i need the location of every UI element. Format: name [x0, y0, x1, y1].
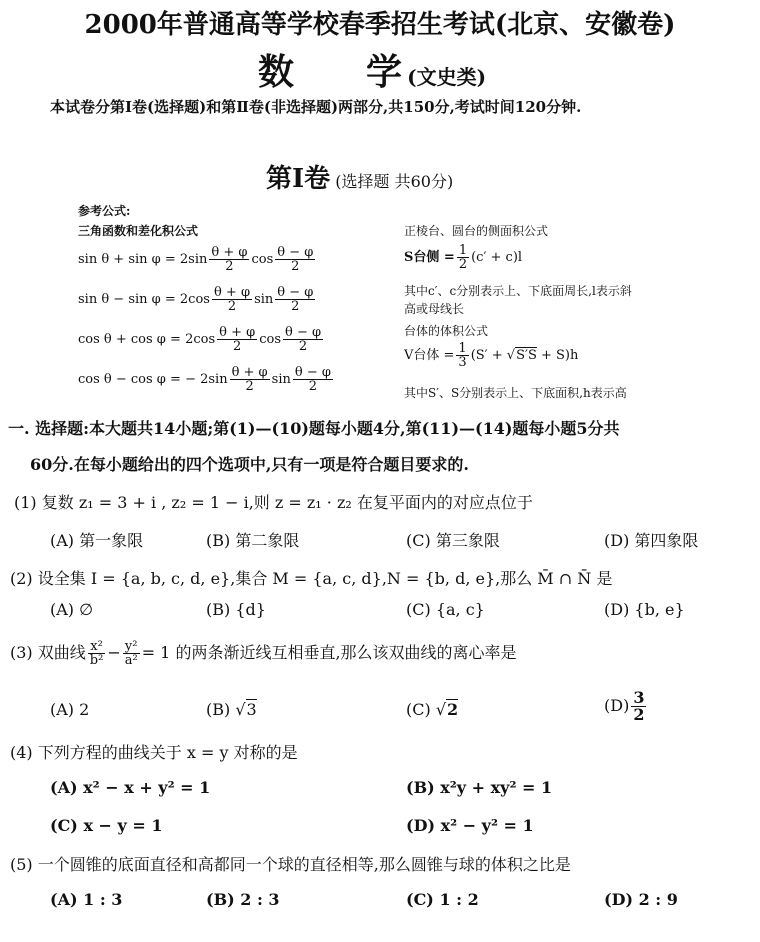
q1-option-c[interactable]: (C) 第三象限 — [406, 531, 500, 550]
q1-option-b[interactable]: (B) 第二象限 — [206, 531, 300, 550]
q5-option-a[interactable]: (A) 1 : 3 — [50, 890, 123, 909]
subject-line — [258, 44, 486, 95]
trig-heading: 三角函数和差化积公式 — [78, 224, 199, 238]
q4-option-c[interactable]: (C) x − y = 1 — [50, 816, 163, 835]
q1-option-d[interactable]: (D) 第四象限 — [604, 531, 699, 550]
f4-frac1 — [230, 366, 270, 393]
q5-option-b[interactable]: (B) 2 : 3 — [206, 890, 280, 909]
volume-formula: V台体 = $\frac{1}{3}$ (S′ + √S′S + S)h — [404, 341, 579, 370]
trig-formula-2 — [78, 286, 317, 313]
f1-frac1-num: θ + φ — [211, 245, 248, 260]
volume-sqrt: S′S — [516, 348, 537, 363]
f2-frac2-den: 2 — [291, 299, 300, 314]
question-1-stem: (1) 复数 z₁ = 3 + i , z₂ = 1 − i,则 z = z₁ · z₂ 在复平面内的对应点位于 — [14, 493, 533, 512]
exam-title: 2000年普通高等学校春季招生考试(北京、安徽卷) — [84, 10, 676, 40]
volume-left: V台体 = — [404, 348, 455, 363]
lateral-left: S台侧 = — [404, 250, 455, 265]
lateral-frac — [457, 244, 469, 271]
f2-frac1-num: θ + φ — [213, 285, 251, 300]
f1-frac2-den: 2 — [291, 259, 300, 274]
question-4-stem: (4) 下列方程的曲线关于 x = y 对称的是 — [10, 743, 298, 762]
q4-option-d[interactable]: (D) x² − y² = 1 — [406, 816, 534, 835]
formula-heading: 参考公式: — [78, 204, 131, 218]
f2-mid: sin — [254, 292, 274, 307]
q5-option-c[interactable]: (C) 1 : 2 — [406, 890, 479, 909]
q2-option-c[interactable]: (C) {a, c} — [406, 600, 485, 619]
q2-option-d[interactable]: (D) {b, e} — [604, 600, 685, 619]
f1-left: sin θ + sin φ = 2sin — [78, 252, 208, 267]
q3-option-b-label: (B) — [206, 700, 231, 719]
f4-mid: sin — [271, 372, 291, 387]
lateral-note-2: 高或母线长 — [404, 302, 465, 316]
part1-title: 第Ⅰ卷 — [266, 164, 331, 194]
lateral-right: (c′ + c)l — [471, 250, 523, 265]
q3-option-b-sqrt: 3 — [246, 700, 257, 719]
volume-p2: + S)h — [541, 348, 579, 363]
lateral-frac-den: 2 — [458, 257, 468, 272]
f2-frac2-num: θ − φ — [277, 285, 314, 300]
f4-left: cos θ − cos φ = − 2sin — [78, 372, 228, 387]
f3-frac1 — [217, 326, 257, 353]
q3-frac2-den: a² — [124, 653, 138, 668]
f2-frac1 — [212, 286, 252, 313]
f2-frac2 — [275, 286, 315, 313]
q5-option-d[interactable]: (D) 2 : 9 — [604, 890, 678, 909]
f3-frac2 — [283, 326, 323, 353]
f4-frac1-num: θ + φ — [231, 365, 268, 380]
f4-frac2-den: 2 — [308, 379, 318, 394]
f3-frac2-num: θ − φ — [285, 325, 322, 340]
q3-option-d-den: 2 — [633, 705, 645, 724]
f4-frac2 — [293, 366, 333, 393]
f1-frac1-den: 2 — [225, 259, 234, 274]
f4-frac1-den: 2 — [245, 379, 254, 394]
question-5-stem: (5) 一个圆锥的底面直径和高都同一个球的直径相等,那么圆锥与球的体积之比是 — [10, 855, 571, 874]
volume-frac — [456, 342, 468, 369]
f3-frac1-num: θ + φ — [219, 325, 256, 340]
part1-heading — [266, 158, 453, 195]
q3-option-c-sqrt: 2 — [447, 700, 459, 719]
f3-frac2-den: 2 — [298, 339, 308, 354]
q4-option-b[interactable]: (B) x²y + xy² = 1 — [406, 778, 553, 797]
section1-line-2: 60分.在每小题给出的四个选项中,只有一项是符合题目要求的. — [30, 455, 469, 474]
question-2-stem: (2) 设全集 I = {a, b, c, d, e},集合 M = {a, c, d},N = {b, d, e},那么 M̄ ∩ N̄ 是 — [10, 569, 613, 588]
exam-instructions: 本试卷分第Ⅰ卷(选择题)和第Ⅱ卷(非选择题)两部分,共150分,考试时间120分钟. — [50, 98, 582, 116]
f1-frac1 — [209, 246, 249, 273]
q3-option-c-label: (C) — [406, 700, 431, 719]
f2-left: sin θ − sin φ = 2cos — [78, 292, 210, 307]
q3-option-d[interactable] — [604, 690, 648, 723]
q1-option-a[interactable]: (A) 第一象限 — [50, 531, 144, 550]
f2-frac1-den: 2 — [227, 299, 237, 314]
q3-frac2-num: y² — [123, 640, 140, 654]
q3-option-a[interactable]: (A) 2 — [50, 700, 90, 719]
trig-formula-3 — [78, 326, 325, 353]
q3-stem-prefix: (3) 双曲线 — [10, 643, 86, 662]
q3-option-d-frac — [631, 690, 646, 723]
lateral-frac-num: 1 — [458, 243, 468, 258]
q3-option-d-label: (D) — [604, 696, 630, 715]
lateral-formula — [404, 244, 522, 271]
f3-frac1-den: 2 — [233, 339, 242, 354]
question-3-stem — [10, 640, 517, 667]
q3-frac-1 — [88, 640, 106, 667]
lateral-heading: 正棱台、圆台的侧面积公式 — [404, 224, 549, 238]
volume-frac-den: 3 — [458, 355, 467, 370]
f3-mid: cos — [259, 332, 281, 347]
subject-title: 数 学 — [258, 51, 403, 93]
trig-formula-1 — [78, 246, 317, 273]
f4-frac2-num: θ − φ — [294, 365, 331, 380]
volume-heading: 台体的体积公式 — [404, 324, 489, 338]
section1-line-1: 一. 选择题:本大题共14小题;第(1)—(10)题每小题4分,第(11)—(14)题每小题5分共 — [8, 419, 620, 438]
lateral-note-1: 其中c′、c分别表示上、下底面周长,l表示斜 — [404, 284, 632, 298]
volume-frac-num: 1 — [458, 341, 467, 356]
f1-frac2-num: θ − φ — [277, 245, 314, 260]
q3-minus: − — [107, 643, 121, 662]
part1-subtitle: (选择题 共60分) — [335, 172, 454, 191]
q4-option-a[interactable]: (A) x² − x + y² = 1 — [50, 778, 211, 797]
q2-option-b[interactable]: (B) {d} — [206, 600, 266, 619]
trig-formula-4 — [78, 366, 335, 393]
q3-stem-suffix: = 1 的两条渐近线互相垂直,那么该双曲线的离心率是 — [141, 643, 517, 662]
q3-option-d-num: 3 — [633, 688, 645, 707]
q3-option-c[interactable]: (C) √2 — [406, 700, 459, 719]
subject-type: (文史类) — [407, 65, 487, 89]
q3-frac1-num: x² — [88, 640, 106, 654]
f1-mid: cos — [251, 252, 274, 267]
q3-frac1-den: b² — [89, 653, 104, 668]
f3-left: cos θ + cos φ = 2cos — [78, 332, 216, 347]
f1-frac2 — [275, 246, 315, 273]
volume-note: 其中S′、S分别表示上、下底面积,h表示高 — [404, 386, 627, 400]
q2-option-a[interactable]: (A) ∅ — [50, 600, 94, 619]
volume-p1: (S′ + — [470, 348, 503, 363]
q3-frac-2 — [123, 640, 140, 667]
q3-option-b[interactable]: (B) √3 — [206, 700, 257, 719]
